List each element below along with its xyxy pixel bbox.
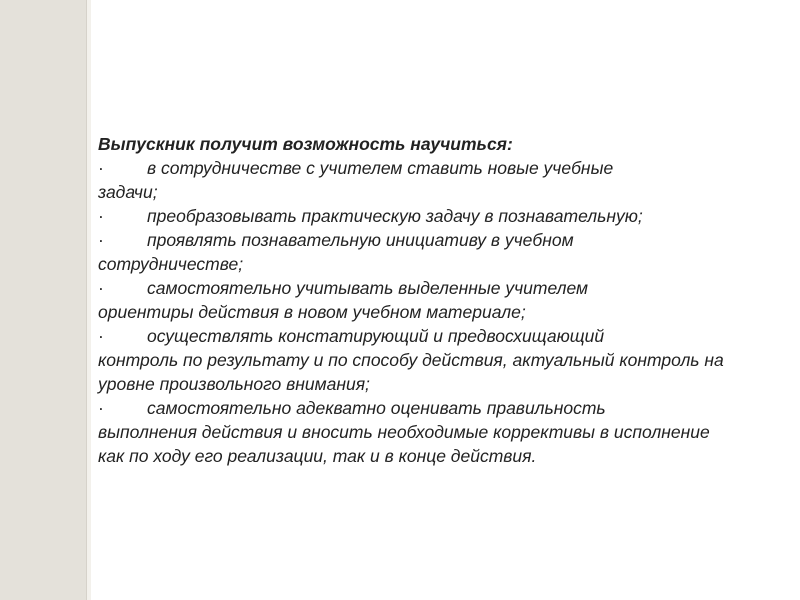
bullet-marker: · xyxy=(98,398,104,418)
list-item xyxy=(98,276,738,324)
slide-heading: Выпускник получит возможность научиться: xyxy=(98,134,513,154)
list-item-text: проявлять познавательную инициативу в учебном xyxy=(147,230,574,250)
bullet-marker: · xyxy=(98,230,104,250)
list-item-continuation: задачи; xyxy=(98,182,158,202)
list-item xyxy=(98,324,738,396)
bullet-marker: · xyxy=(98,326,104,346)
list-item-continuation: сотрудничестве; xyxy=(98,254,244,274)
bullet-marker: · xyxy=(98,278,104,298)
list-item-text: преобразовывать практическую задачу в познавательную; xyxy=(147,206,643,226)
list-item-continuation: ориентиры действия в новом учебном материале; xyxy=(98,302,526,322)
bullet-marker: · xyxy=(98,158,104,178)
list-item xyxy=(98,204,738,228)
left-band-divider xyxy=(86,0,91,600)
list-item xyxy=(98,228,738,276)
list-item-continuation: выполнения действия и вносить необходимые коррективы в исполнение как по ходу его реализации, так и в конце действия. xyxy=(98,422,710,466)
list-item xyxy=(98,156,738,204)
list-item-text: в сотрудничестве с учителем ставить новые учебные xyxy=(147,158,614,178)
list-item-text: самостоятельно учитывать выделенные учителем xyxy=(147,278,589,298)
bullet-marker: · xyxy=(98,206,104,226)
list-item-text: самостоятельно адекватно оценивать правильность xyxy=(147,398,606,418)
slide-text-block xyxy=(98,132,738,468)
list-item-text: осуществлять констатирующий и предвосхищающий xyxy=(147,326,605,346)
list-item-continuation: контроль по результату и по способу действия, актуальный контроль на уровне произвольного внимания; xyxy=(98,350,724,394)
left-decorative-band xyxy=(0,0,86,600)
list-item xyxy=(98,396,738,468)
